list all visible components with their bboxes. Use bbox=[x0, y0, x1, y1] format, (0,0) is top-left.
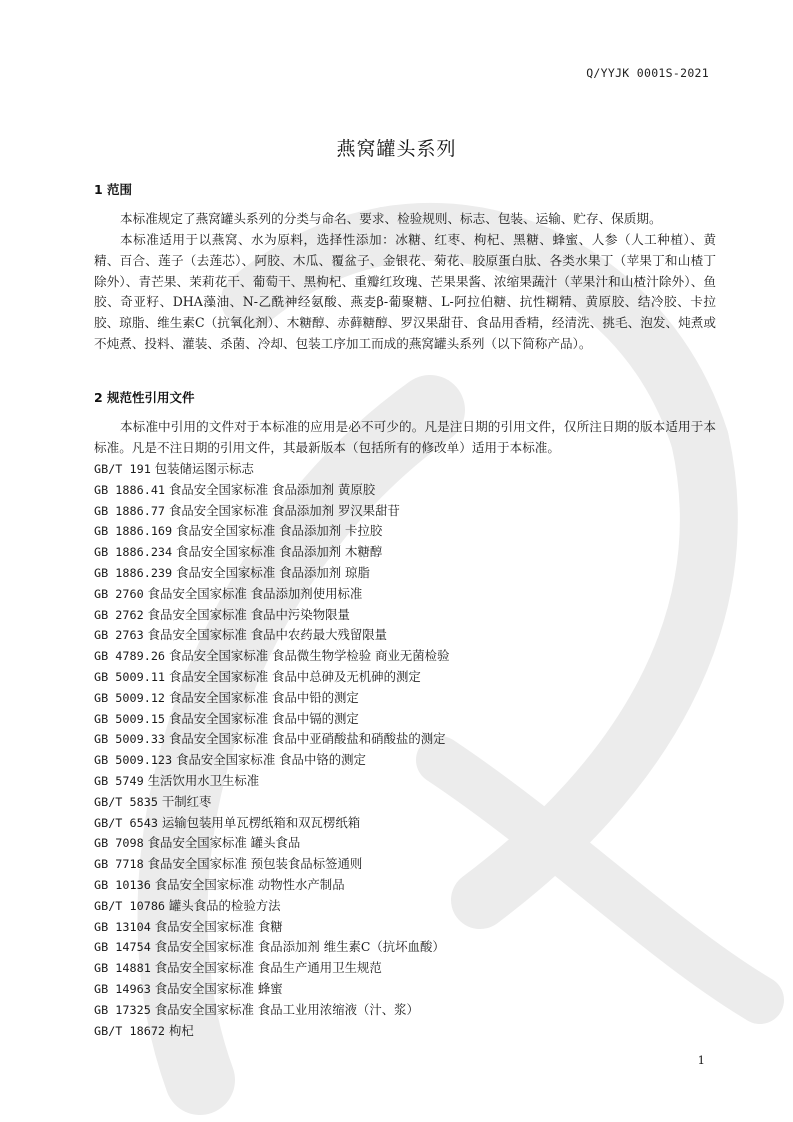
reference-item bbox=[94, 896, 449, 917]
reference-title: 食品安全国家标准 预包装食品标签通则 bbox=[147, 856, 363, 872]
reference-title: 食品安全国家标准 动物性水产制品 bbox=[154, 876, 345, 892]
reference-code: GB 5009.33 bbox=[94, 732, 166, 747]
references-intro: 本标准中引用的文件对于本标准的应用是必不可少的。凡是注日期的引用文件，仅所注日期的版本适用于本标准。凡是不注日期的引用文件，其最新版本（包括所有的修改单）适用于本标准。 bbox=[94, 419, 716, 455]
reference-title: 食品安全国家标准 食品添加剂 维生素C（抗坏血酸） bbox=[154, 939, 445, 955]
reference-code: GB 2762 bbox=[94, 607, 144, 622]
reference-code: GB 2763 bbox=[94, 628, 144, 643]
reference-item bbox=[94, 667, 449, 688]
reference-title: 食品安全国家标准 食品中总砷及无机砷的测定 bbox=[168, 668, 421, 684]
reference-title: 生活饮用水卫生标准 bbox=[147, 772, 260, 788]
scope-paragraph-2: 本标准适用于以燕窝、水为原料，选择性添加：冰糖、红枣、枸杞、黑糖、蜂蜜、人参（人工种植）、黄精、百合、莲子（去莲芯）、阿胶、木瓜、覆盆子、金银花、菊花、胶原蛋白肽、各类水果丁（苹果丁和山楂丁除外）、青芒果、茉莉花干、葡萄干、黑枸杞、重瓣红玫瑰、芒果果酱、浓缩果蔬汁（苹果汁和山楂汁除外）、鱼胶、奇亚籽、DHA藻油、N-乙酰神经氨酸、燕麦β-葡聚糖、L-阿拉伯糖、抗性糊精、黄原胶、结冷胶、卡拉胶、琼脂、维生素C（抗氧化剂）、木糖醇、赤藓糖醇、罗汉果甜苷、食品用香精，经清洗、挑毛、泡发、炖煮或不炖煮、投料、灌装、杀菌、冷却、包装工序加工而成的燕窝罐头系列（以下简称产品）。 bbox=[94, 232, 716, 351]
reference-item bbox=[94, 563, 449, 584]
reference-item bbox=[94, 584, 449, 605]
reference-code: GB 1886.77 bbox=[94, 503, 166, 518]
reference-title: 干制红枣 bbox=[161, 793, 212, 809]
reference-item bbox=[94, 646, 449, 667]
reference-item bbox=[94, 688, 449, 709]
reference-item bbox=[94, 501, 449, 522]
reference-title: 食品安全国家标准 食品中铬的测定 bbox=[176, 752, 366, 768]
reference-title: 食品安全国家标准 食品添加剂 卡拉胶 bbox=[176, 523, 383, 539]
page-number: 1 bbox=[697, 1053, 705, 1067]
reference-code: GB 2760 bbox=[94, 586, 144, 601]
reference-title: 食品安全国家标准 食品添加剂 木糖醇 bbox=[176, 544, 383, 560]
reference-title: 食品安全国家标准 罐头食品 bbox=[147, 835, 301, 851]
reference-item bbox=[94, 605, 449, 626]
reference-item bbox=[94, 521, 449, 542]
reference-code: GB 4789.26 bbox=[94, 649, 166, 664]
reference-title: 食品安全国家标准 食品中农药最大残留限量 bbox=[147, 627, 388, 643]
document-title: 燕窝罐头系列 bbox=[336, 138, 457, 160]
reference-code: GB/T 5835 bbox=[94, 794, 158, 809]
scope-paragraph-1: 本标准规定了燕窝罐头系列的分类与命名、要求、检验规则、标志、包装、运输、贮存、保质期。 bbox=[120, 211, 662, 226]
reference-item bbox=[94, 792, 449, 813]
reference-title: 枸杞 bbox=[168, 1022, 194, 1038]
reference-code: GB 1886.169 bbox=[94, 524, 173, 539]
reference-code: GB 7098 bbox=[94, 836, 144, 851]
reference-title: 食品安全国家标准 食品添加剂使用标准 bbox=[147, 585, 363, 601]
reference-title: 包装储运图示标志 bbox=[154, 461, 254, 476]
reference-code: GB/T 18672 bbox=[94, 1023, 166, 1038]
reference-code: GB 5749 bbox=[94, 773, 144, 788]
reference-item bbox=[94, 625, 449, 646]
reference-item bbox=[94, 937, 449, 958]
reference-code: GB 1886.234 bbox=[94, 545, 173, 560]
reference-item bbox=[94, 771, 449, 792]
reference-title: 食品安全国家标准 蜂蜜 bbox=[154, 980, 283, 996]
reference-title: 食品安全国家标准 食品工业用浓缩液（汁、浆） bbox=[154, 1001, 419, 1017]
reference-title: 食品安全国家标准 食品添加剂 琼脂 bbox=[176, 564, 370, 580]
reference-title: 食品安全国家标准 食糖 bbox=[154, 918, 283, 934]
reference-item bbox=[94, 833, 449, 854]
reference-code: GB 14881 bbox=[94, 961, 151, 976]
reference-code: GB 7718 bbox=[94, 857, 144, 872]
reference-item bbox=[94, 459, 449, 480]
reference-code: GB/T 6543 bbox=[94, 815, 158, 830]
reference-code: GB 1886.41 bbox=[94, 482, 166, 497]
reference-code: GB 5009.123 bbox=[94, 753, 173, 768]
reference-item bbox=[94, 958, 449, 979]
reference-code: GB/T 10786 bbox=[94, 898, 166, 913]
reference-item bbox=[94, 1000, 449, 1021]
reference-item bbox=[94, 729, 449, 750]
section-heading-references: 2 规范性引用文件 bbox=[94, 390, 195, 405]
reference-item bbox=[94, 875, 449, 896]
reference-item bbox=[94, 813, 449, 834]
reference-title: 食品安全国家标准 食品微生物学检验 商业无菌检验 bbox=[168, 648, 450, 664]
reference-code: GB 17325 bbox=[94, 1002, 151, 1017]
reference-list bbox=[94, 459, 449, 1041]
reference-code: GB 5009.11 bbox=[94, 669, 166, 684]
document-code: Q/YYJK 0001S-2021 bbox=[586, 66, 709, 80]
section-heading-scope: 1 范围 bbox=[94, 182, 133, 197]
reference-title: 食品安全国家标准 食品中污染物限量 bbox=[147, 606, 350, 622]
reference-item bbox=[94, 854, 449, 875]
reference-code: GB 13104 bbox=[94, 919, 151, 934]
reference-title: 食品安全国家标准 食品中铅的测定 bbox=[168, 689, 359, 705]
reference-title: 食品安全国家标准 食品添加剂 黄原胶 bbox=[168, 481, 376, 497]
reference-item bbox=[94, 1021, 449, 1042]
reference-title: 运输包装用单瓦楞纸箱和双瓦楞纸箱 bbox=[161, 814, 361, 830]
reference-code: GB 10136 bbox=[94, 877, 151, 892]
reference-code: GB 14963 bbox=[94, 981, 151, 996]
reference-title: 食品安全国家标准 食品生产通用卫生规范 bbox=[154, 960, 382, 976]
reference-item bbox=[94, 480, 449, 501]
reference-item bbox=[94, 542, 449, 563]
reference-item bbox=[94, 979, 449, 1000]
reference-title: 食品安全国家标准 食品中亚硝酸盐和硝酸盐的测定 bbox=[168, 731, 446, 747]
reference-item bbox=[94, 750, 449, 771]
reference-code: GB 1886.239 bbox=[94, 565, 173, 580]
reference-code: GB 14754 bbox=[94, 940, 151, 955]
reference-code: GB 5009.12 bbox=[94, 690, 166, 705]
reference-title: 罐头食品的检验方法 bbox=[168, 897, 281, 913]
reference-title: 食品安全国家标准 食品中镉的测定 bbox=[168, 710, 359, 726]
reference-code: GB 5009.15 bbox=[94, 711, 166, 726]
reference-title: 食品安全国家标准 食品添加剂 罗汉果甜苷 bbox=[168, 502, 400, 518]
reference-item bbox=[94, 709, 449, 730]
reference-item bbox=[94, 917, 449, 938]
reference-code: GB/T 191 bbox=[94, 462, 151, 476]
